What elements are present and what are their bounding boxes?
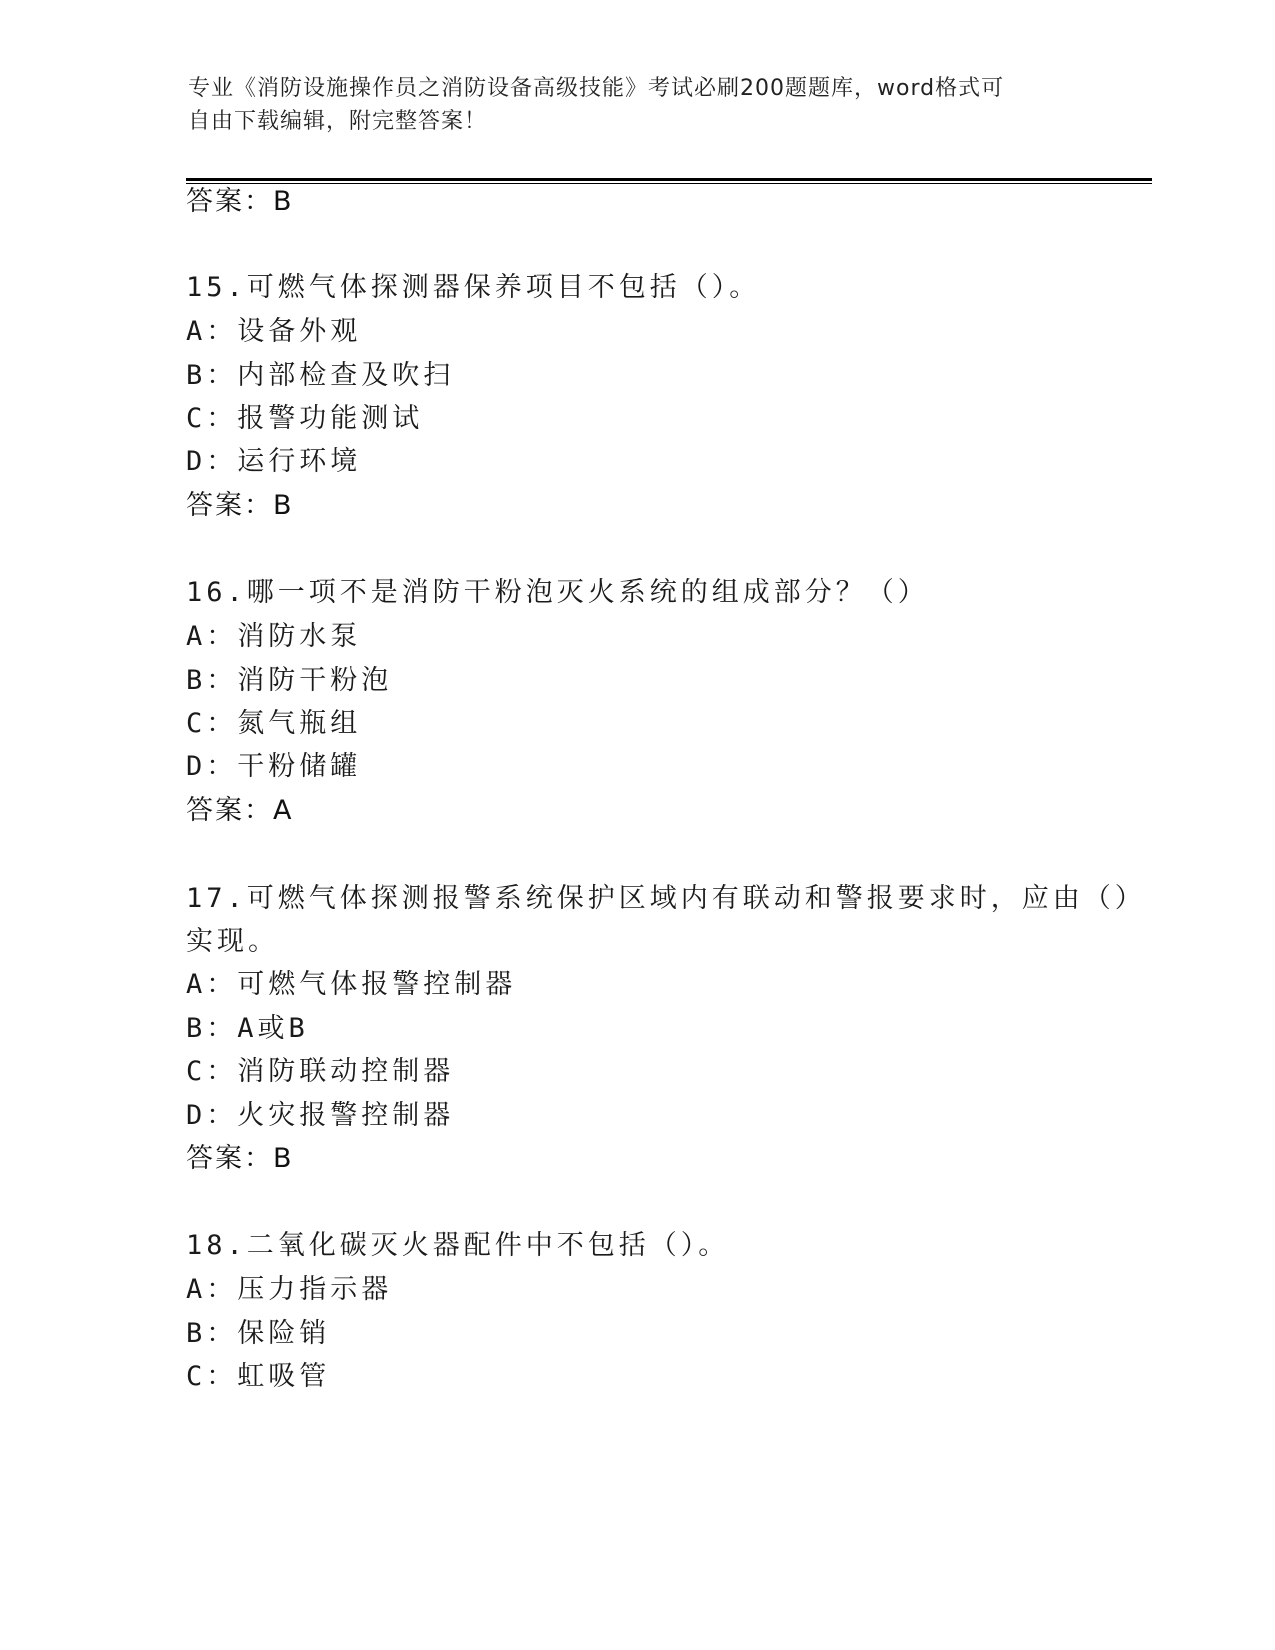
header-line-2: 自由下载编辑，附完整答案！ bbox=[188, 109, 488, 134]
question-17-option-a: A：可燃气体报警控制器 bbox=[186, 969, 517, 1000]
question-15-answer: 答案：B bbox=[186, 490, 294, 521]
question-15-option-a: A：设备外观 bbox=[186, 316, 362, 347]
previous-answer: 答案：B bbox=[186, 186, 294, 217]
question-17-stem: 17.可燃气体探测报警系统保护区域内有联动和警报要求时，应由（） bbox=[186, 883, 1146, 914]
question-17-option-b: B：A或B bbox=[186, 1013, 309, 1044]
question-17-option-c: C：消防联动控制器 bbox=[186, 1056, 455, 1087]
header-divider-thick bbox=[186, 178, 1152, 181]
header-line-1: 专业《消防设施操作员之消防设备高级技能》考试必刷200题题库，word格式可 bbox=[188, 76, 1005, 101]
question-18-option-b: B：保险销 bbox=[186, 1318, 331, 1349]
question-16-option-b: B：消防干粉泡 bbox=[186, 665, 393, 696]
question-17-option-d: D：火灾报警控制器 bbox=[186, 1100, 455, 1131]
question-15-option-d: D：运行环境 bbox=[186, 446, 362, 477]
question-16-answer: 答案：A bbox=[186, 795, 294, 826]
question-16-stem: 16.哪一项不是消防干粉泡灭火系统的组成部分？（） bbox=[186, 577, 929, 608]
header-divider-thin bbox=[186, 183, 1152, 184]
question-17-answer: 答案：B bbox=[186, 1143, 294, 1174]
question-18-stem: 18.二氧化碳灭火器配件中不包括（）。 bbox=[186, 1230, 730, 1261]
question-17-stem-continued: 实现。 bbox=[186, 926, 279, 957]
question-15-option-c: C：报警功能测试 bbox=[186, 403, 424, 434]
question-16-option-a: A：消防水泵 bbox=[186, 621, 362, 652]
question-16-option-d: D：干粉储罐 bbox=[186, 751, 362, 782]
question-15-stem: 15.可燃气体探测器保养项目不包括（）。 bbox=[186, 272, 761, 303]
question-15-option-b: B：内部检查及吹扫 bbox=[186, 360, 455, 391]
question-16-option-c: C：氮气瓶组 bbox=[186, 708, 362, 739]
question-18-option-c: C：虹吸管 bbox=[186, 1361, 331, 1392]
question-18-option-a: A：压力指示器 bbox=[186, 1274, 393, 1305]
document-header bbox=[188, 72, 1068, 138]
